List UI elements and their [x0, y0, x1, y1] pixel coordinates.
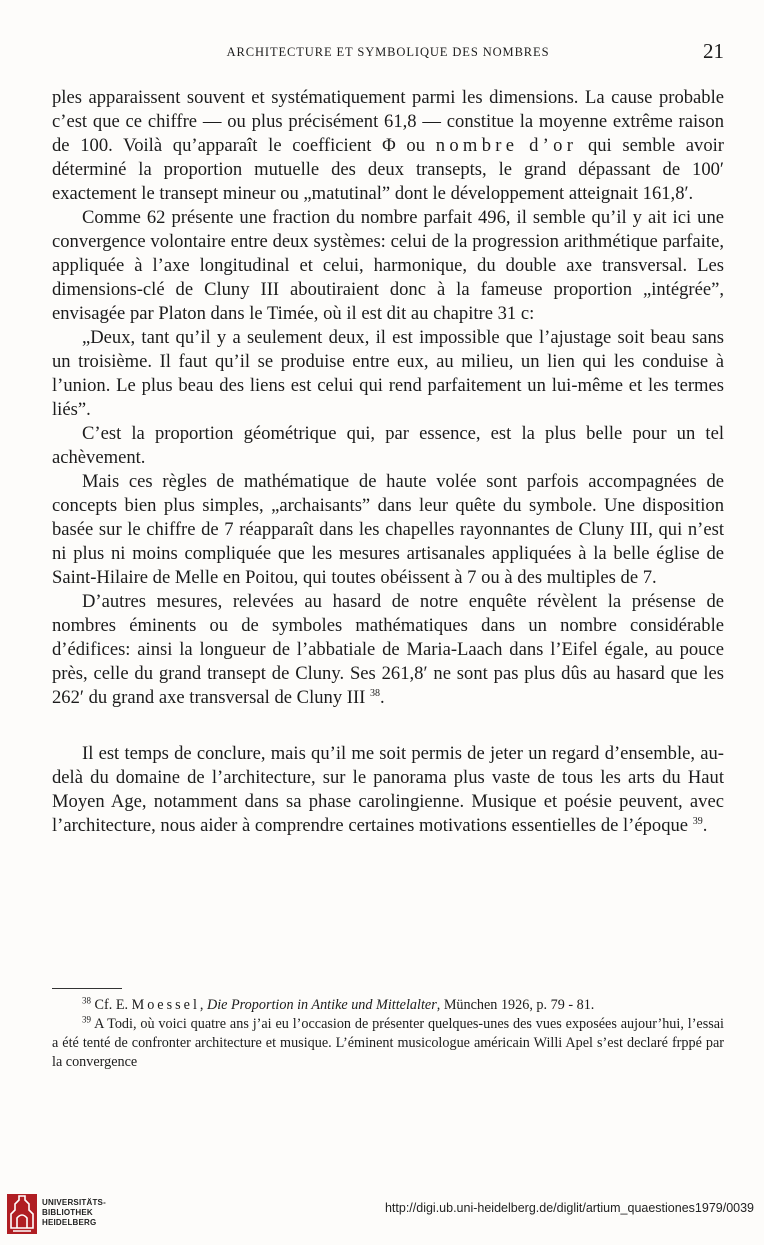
paragraph-7-end: . — [702, 815, 708, 836]
paragraph-1 — [52, 86, 724, 206]
footnote-39 — [52, 1015, 724, 1072]
paragraph-4: C’est la proportion géométrique qui, par essence, est la plus belle pour un tel achèvement. — [52, 423, 724, 468]
footnote-38 — [52, 996, 724, 1015]
footnote-ref-38[interactable]: 38 — [370, 687, 381, 699]
paragraph-5: Mais ces règles de mathématique de haute volée sont parfois accompagnées de concepts bien plus simples, „archaisants” dans leur quête du symbole. Une disposition basée sur le chiffre de 7 réapparaît dans les chapelles rayonnantes de Cluny III, qui n’est ni plus ni moins compliquée que les mesures artisanales appliquées à la belle église de Saint-Hilaire de Melle en Poitou, qui toutes obéissent à 7 ou à des multiples de 7. — [52, 471, 724, 588]
running-title: ARCHITECTURE ET SYMBOLIQUE DES NOMBRES — [226, 45, 550, 59]
institution-line-2: BIBLIOTHEK — [42, 1208, 93, 1217]
university-logo-icon — [7, 1194, 37, 1234]
paragraph-6-text: D’autres mesures, relevées au hasard de notre enquête révèlent la présense de nombres éminents ou de symboles mathématiques dans un nombre considérable d’édifices: ainsi la longueur de l’abbatiale de Maria-Laach dans l’Eifel égale, au pouce près, celle du grand transept de Cluny. Ses 261,8′ ne sont pas plus dûs au hasard que les 262′ du grand axe transversal de Cluny III — [52, 591, 724, 708]
footnote-number: 38 — [82, 995, 91, 1006]
institution-line-1: UNIVERSITÄTS- — [42, 1198, 106, 1207]
paragraph-2: Comme 62 présente une fraction du nombre parfait 496, il semble qu’il y ait ici une convergence volontaire entre deux systèmes: celui de la progression arithmétique parfaite, appliquée à l’axe longitudinal et celui, harmonique, du double axe transversal. Les dimensions-clé de Cluny III aboutiraient donc à la fameuse proportion „intégrée”, envisagée par Platon dans le Timée, où il est dit au chapitre 31 c: — [52, 207, 724, 324]
footnote-number: 39 — [82, 1014, 91, 1025]
source-url-link[interactable]: http://digi.ub.uni-heidelberg.de/diglit/artium_quaestiones1979/0039 — [384, 1201, 754, 1215]
footnote-author: Moessel — [131, 997, 200, 1013]
footnote-ref-39[interactable]: 39 — [692, 815, 703, 827]
institution-name — [42, 1198, 106, 1228]
paragraph-1-text-a: ples apparaissent souvent et systématiquement parmi les dimensions. La cause probable c’est que ce chiffre — ou plus précisément 61,8 — constitue la moyenne extrême raison de 100. Voilà qu’apparaît le coefficient Φ ou — [52, 87, 724, 156]
main-text — [52, 86, 724, 838]
footnote-text: , München 1926, p. 79 - 81. — [436, 997, 595, 1013]
footnotes — [52, 996, 724, 1072]
paragraph-6-end: . — [380, 687, 385, 708]
paragraph-1-space — [518, 135, 529, 156]
footnote-separator: , — [199, 997, 207, 1013]
footnote-text: Cf. E. — [94, 997, 132, 1013]
footnote-book-title: Die Proportion in Antike und Mittelalter — [206, 997, 437, 1013]
paragraph-7 — [52, 742, 724, 838]
paragraph-7-text: Il est temps de conclure, mais qu’il me soit permis de jeter un regard d’ensemble, au-delà du domaine de l’architecture, sur le panorama plus vaste de tous les arts du Haut Moyen Age, notamment dans sa phase carolingienne. Musique et poésie peuvent, avec l’architecture, nous aider à comprendre certaines motivations essentielles de l’époque — [52, 743, 724, 836]
paragraph-6 — [52, 590, 724, 710]
institution-line-3: HEIDELBERG — [42, 1218, 97, 1227]
footnote-divider — [52, 988, 122, 989]
page-number: 21 — [703, 39, 724, 63]
paragraph-1-text-c: qui semble avoir déterminé la proportion mutuelle des deux transepts, le grand dépassant de 100′ exactement le transept mineur ou „matutinal” dont le développement atteignait 161,8′. — [52, 135, 724, 204]
footnote-text: A Todi, où voici quatre ans j’ai eu l’occasion de présenter quelques-unes des vues exposées aujour’hui, l’essai a été tenté de confronter architecture et musique. L’éminent musicologue américain Willi Apel s’est declaré frppé par la convergence — [52, 1016, 724, 1070]
emphasis-nombre: nombre — [435, 135, 519, 156]
page-header — [52, 39, 724, 64]
emphasis-dor: d’or — [529, 135, 578, 156]
paragraph-3-quote: „Deux, tant qu’il y a seulement deux, il est impossible que l’ajustage soit beau sans un troisième. Il faut qu’il se produise entre eux, au milieu, un lien qui les conduise à l’union. Le plus beau des liens est celui qui rend parfaitement un lui-même et les termes liés”. — [52, 327, 724, 420]
page-footer — [0, 1188, 764, 1245]
